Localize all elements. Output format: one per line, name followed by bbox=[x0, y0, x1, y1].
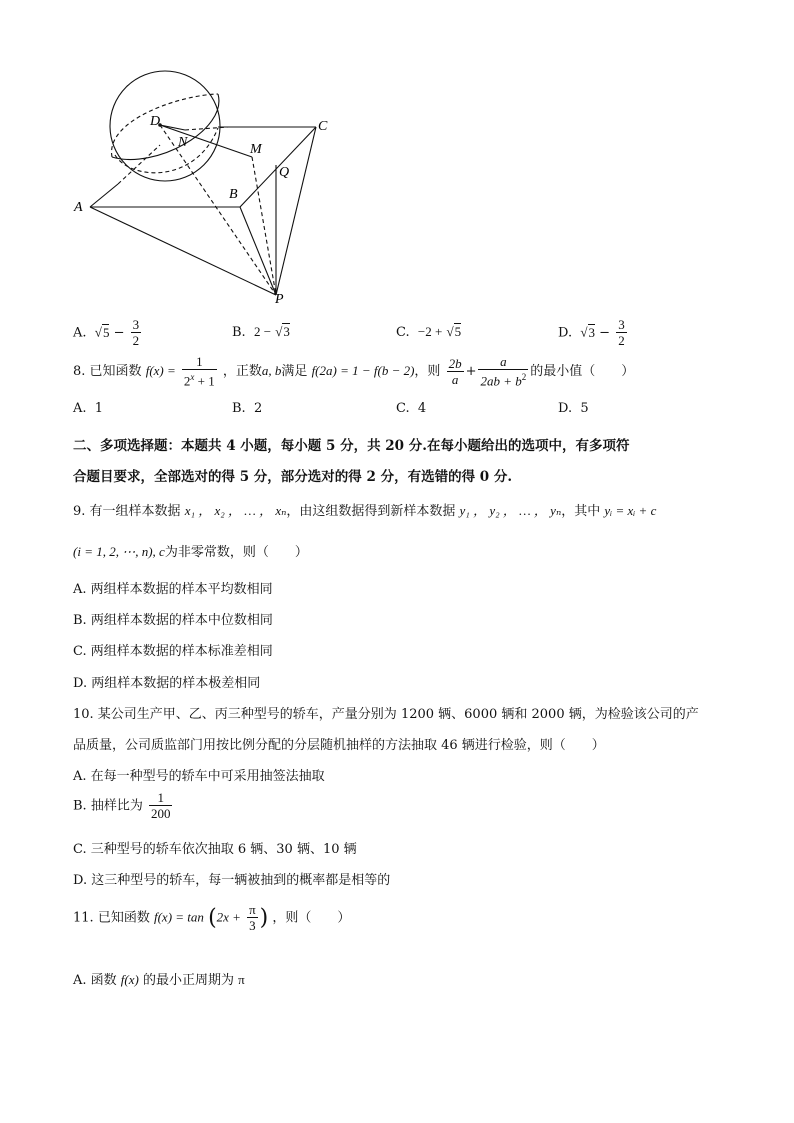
q8-option-d[interactable]: D. 5 bbox=[558, 401, 589, 416]
q7-option-c[interactable]: C. −2 + √5 bbox=[396, 324, 462, 340]
q11-option-a[interactable]: A. 函数 f(x) 的最小正周期为 π bbox=[73, 972, 245, 988]
q10-stem-line1: 10. 某公司生产甲、乙、丙三种型号的轿车，产量分别为 1200 辆、6000 辆和 2000 辆，为检验该公司的产 bbox=[73, 707, 699, 722]
edge-AD-dashed bbox=[118, 145, 160, 184]
label-A: A bbox=[74, 200, 83, 215]
q8-option-b[interactable]: B. 2 bbox=[232, 401, 263, 416]
q10-option-a[interactable]: A. 在每一种型号的轿车中可采用抽签法抽取 bbox=[73, 769, 325, 784]
geometry-figure bbox=[60, 60, 360, 310]
edge-BC bbox=[240, 127, 316, 207]
q10-option-d[interactable]: D. 这三种型号的轿车，每一辆被抽到的概率都是相等的 bbox=[73, 873, 391, 888]
q9-option-a[interactable]: A. 两组样本数据的样本平均数相同 bbox=[73, 582, 273, 597]
edge-AP bbox=[90, 207, 276, 295]
q10-option-b[interactable]: B. 抽样比为 $\frac{1}{200}$ bbox=[73, 790, 171, 821]
edge-AD-hidden bbox=[90, 184, 118, 207]
q8-option-c[interactable]: C. 4 bbox=[396, 401, 427, 416]
q9-option-d[interactable]: D. 两组样本数据的样本极差相同 bbox=[73, 676, 261, 691]
q8-stem: 8. 已知函数 f(x) = $\frac{1}{2^x + 1}$ ，正数a, b满足 f(2a) = 1 − f(b − 2)，则 $\frac{2b}{a}$ + $\frac{a}{2ab + b^2}$ 的最小值（ ） bbox=[73, 354, 635, 389]
q9-stem-line2: (i = 1, 2, ⋯, n), c为非零常数，则（ ） bbox=[73, 544, 308, 560]
section-2-heading-line2: 合题目要求，全部选对的得 5 分，部分选对的得 2 分，有选错的得 0 分. bbox=[73, 469, 513, 485]
label-B: B bbox=[229, 187, 238, 202]
q9-option-b[interactable]: B. 两组样本数据的样本中位数相同 bbox=[73, 613, 273, 628]
label-P: P bbox=[275, 292, 284, 307]
label-C: C bbox=[318, 119, 328, 134]
segment-DM bbox=[160, 125, 252, 157]
label-D: D bbox=[150, 114, 161, 129]
edge-CP bbox=[276, 127, 316, 295]
section-2-heading-line1: 二、多项选择题：本题共 4 小题，每小题 5 分，共 20 分.在每小题给出的选项中，有多项符 bbox=[73, 438, 630, 454]
q7-option-a[interactable]: A. √5 − $\frac{3}{2}$ bbox=[73, 317, 140, 348]
label-N: N bbox=[178, 135, 188, 150]
edge-BP bbox=[240, 207, 276, 295]
q10-option-c[interactable]: C. 三种型号的轿车依次抽取 6 辆、30 辆、10 辆 bbox=[73, 842, 357, 857]
q7-option-d[interactable]: D. √3 − $\frac{3}{2}$ bbox=[558, 317, 625, 348]
label-Q: Q bbox=[279, 165, 290, 180]
segment-MP bbox=[252, 157, 276, 295]
q7-option-b[interactable]: B. 2 − √3 bbox=[232, 324, 290, 340]
q9-stem-line1: 9. 有一组样本数据 x₁ ， x₂ ， … ， xₙ，由这组数据得到新样本数据 y₁ ， y₂ ， … ， yₙ，其中 yᵢ = xᵢ + c bbox=[73, 503, 657, 519]
q8-option-a[interactable]: A. 1 bbox=[73, 401, 104, 416]
label-M: M bbox=[250, 142, 262, 157]
q11-stem: 11. 已知函数 f(x) = tan (2x + $\frac{\pi}{3}$ ) ，则（ ） bbox=[73, 902, 351, 933]
q10-stem-line2: 品质量，公司质监部门用按比例分配的分层随机抽样的方法抽取 46 辆进行检验，则（ ） bbox=[73, 738, 605, 753]
q9-option-c[interactable]: C. 两组样本数据的样本标准差相同 bbox=[73, 644, 273, 659]
